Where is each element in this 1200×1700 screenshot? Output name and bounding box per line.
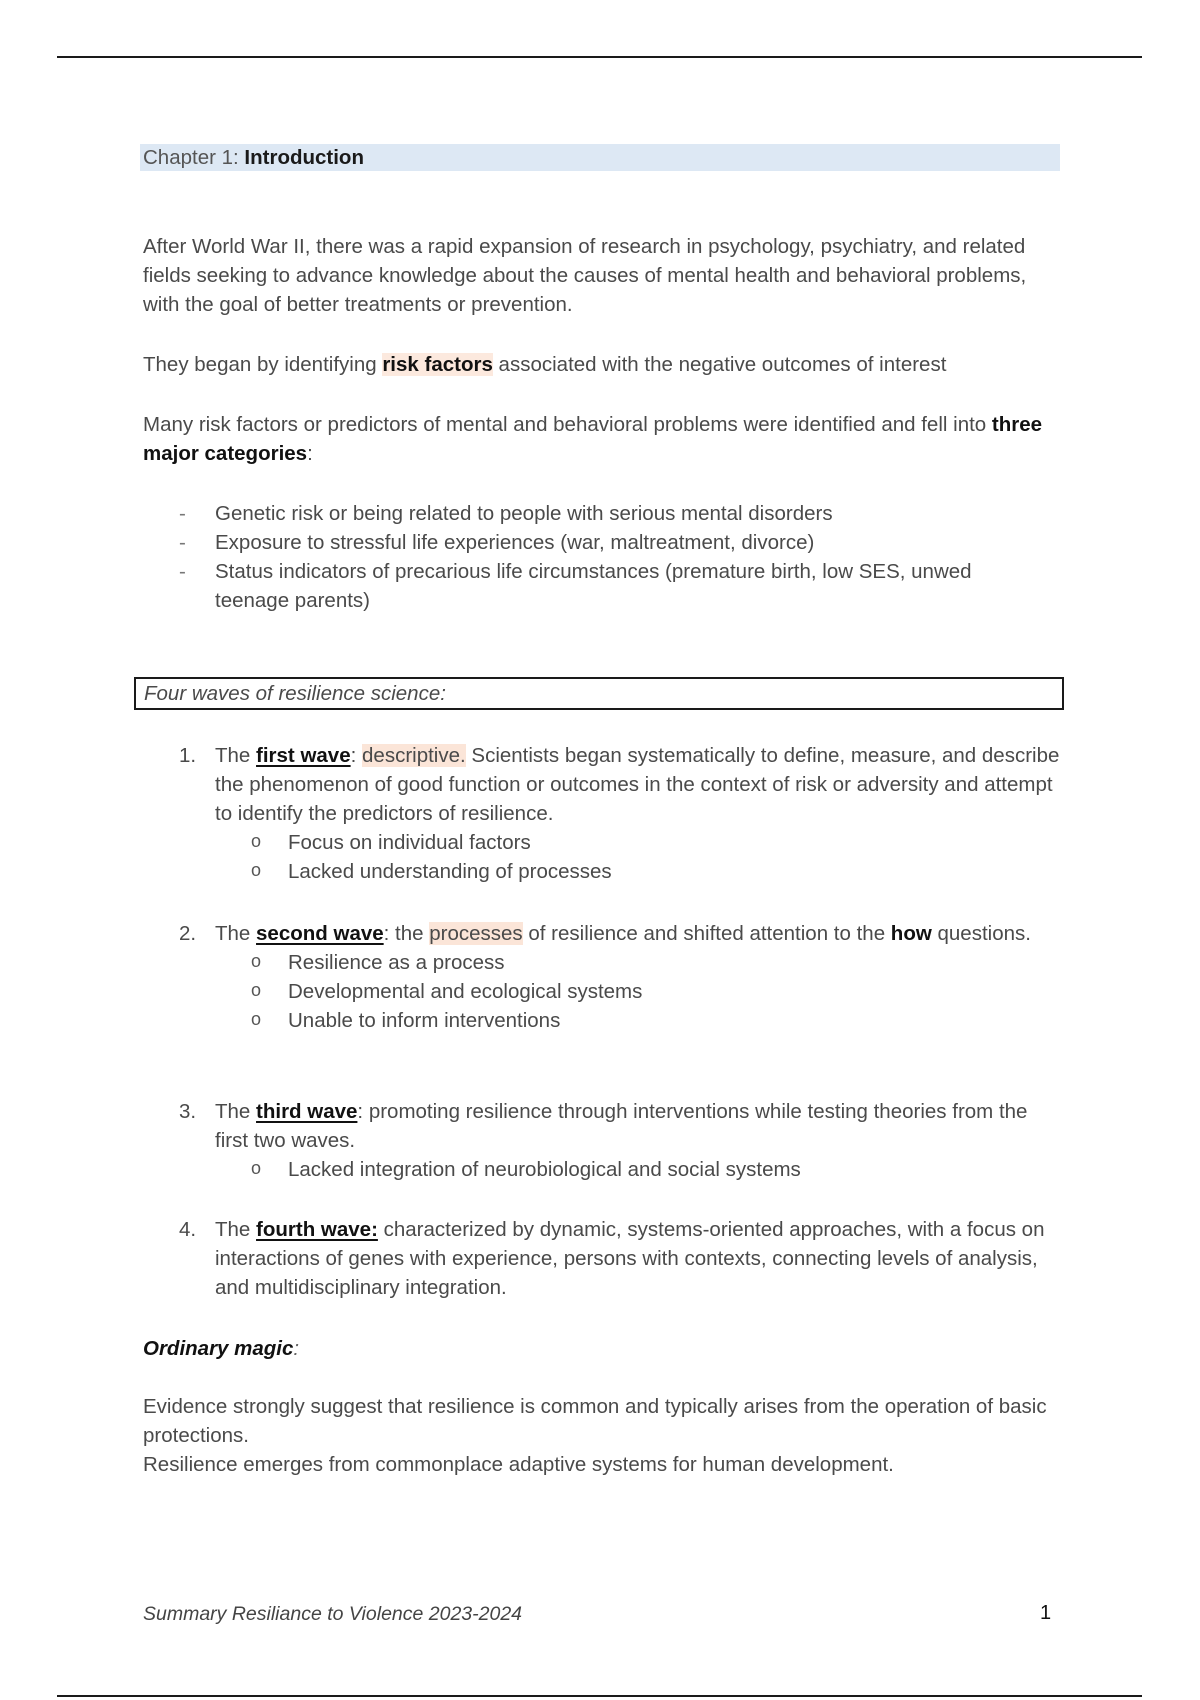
wave-number: 3. [179,1100,197,1123]
wave-name: fourth wave: [256,1218,378,1241]
intro-paragraph-2: They began by identifying risk factors associated with the negative outcomes of interest [143,353,947,376]
risk-category-list [143,499,1063,615]
list-item: o Resilience as a process [143,948,1063,977]
risk-factors-highlight: risk factors [382,353,493,376]
wave-highlight: processes [429,922,523,945]
list-item: o Lacked integration of neurobiological and social systems [143,1155,1063,1184]
list-item: - Exposure to stressful life experiences (war, maltreatment, divorce) [143,528,1063,557]
chapter-prefix: Chapter 1: [143,146,245,169]
footer-rule [57,1695,1142,1697]
header-rule [57,56,1142,58]
wave-subitems [143,828,1063,886]
wave-text: The second wave: the processes of resilience and shifted attention to the how questions. [215,922,1031,945]
ordinary-magic-heading: Ordinary magic: [143,1337,300,1360]
list-item: o Developmental and ecological systems [143,977,1063,1006]
wave-name: first wave [256,744,351,767]
wave-item-3 [143,1097,1063,1184]
wave-name: third wave [256,1100,358,1123]
ordinary-magic-paragraph-1: Evidence strongly suggest that resilience is common and typically arises from the operation of basic protections. [143,1395,1047,1447]
wave-item-4 [143,1215,1063,1302]
intro-paragraph-3: Many risk factors or predictors of mental and behavioral problems were identified and fell into three major categories: [143,413,1043,465]
list-item: o Unable to inform interventions [143,1006,1063,1035]
waves-section-heading: Four waves of resilience science: [134,677,1064,710]
wave-number: 4. [179,1218,197,1241]
three-major-categories: three major categories [143,413,1043,465]
wave-text: The third wave: promoting resilience through interventions while testing theories from the first two waves. [215,1100,1028,1152]
wave-number: 1. [179,744,197,767]
chapter-heading [140,144,1060,171]
wave-number: 2. [179,922,197,945]
intro-paragraph-1: After World War II, there was a rapid expansion of research in psychology, psychiatry, and related fields seeking to advance knowledge about the causes of mental health and behavioral problems, with the goal of better treatments or prevention. [143,235,1027,316]
page-footer: Summary Resiliance to Violence 2023-2024 [143,1603,523,1625]
wave-text: The first wave: descriptive. Scientists began systematically to define, measure, and describe the phenomenon of good function or outcomes in the context of risk or adversity and attempt to identify the predictors of resilience. [215,744,1060,825]
wave-subitems [143,1155,1063,1184]
list-item: o Lacked understanding of processes [143,857,1063,886]
list-item: o Focus on individual factors [143,828,1063,857]
list-item: - Genetic risk or being related to people with serious mental disorders [143,499,1063,528]
page-number: 1 [1040,1602,1052,1624]
chapter-title: Introduction [244,146,364,169]
ordinary-magic-paragraph-2: Resilience emerges from commonplace adaptive systems for human development. [143,1453,894,1476]
wave-item-2 [143,919,1063,1035]
list-item: - Status indicators of precarious life circumstances (premature birth, low SES, unwed teenage parents) [143,557,1063,615]
wave-highlight: descriptive. [362,744,466,767]
wave-item-1 [143,741,1063,886]
wave-name: second wave [256,922,384,945]
wave-subitems [143,948,1063,1035]
wave-text: The fourth wave: characterized by dynamic, systems-oriented approaches, with a focus on interactions of genes with experience, persons with contexts, connecting levels of analysis, and multidisciplinary integration. [215,1218,1045,1299]
